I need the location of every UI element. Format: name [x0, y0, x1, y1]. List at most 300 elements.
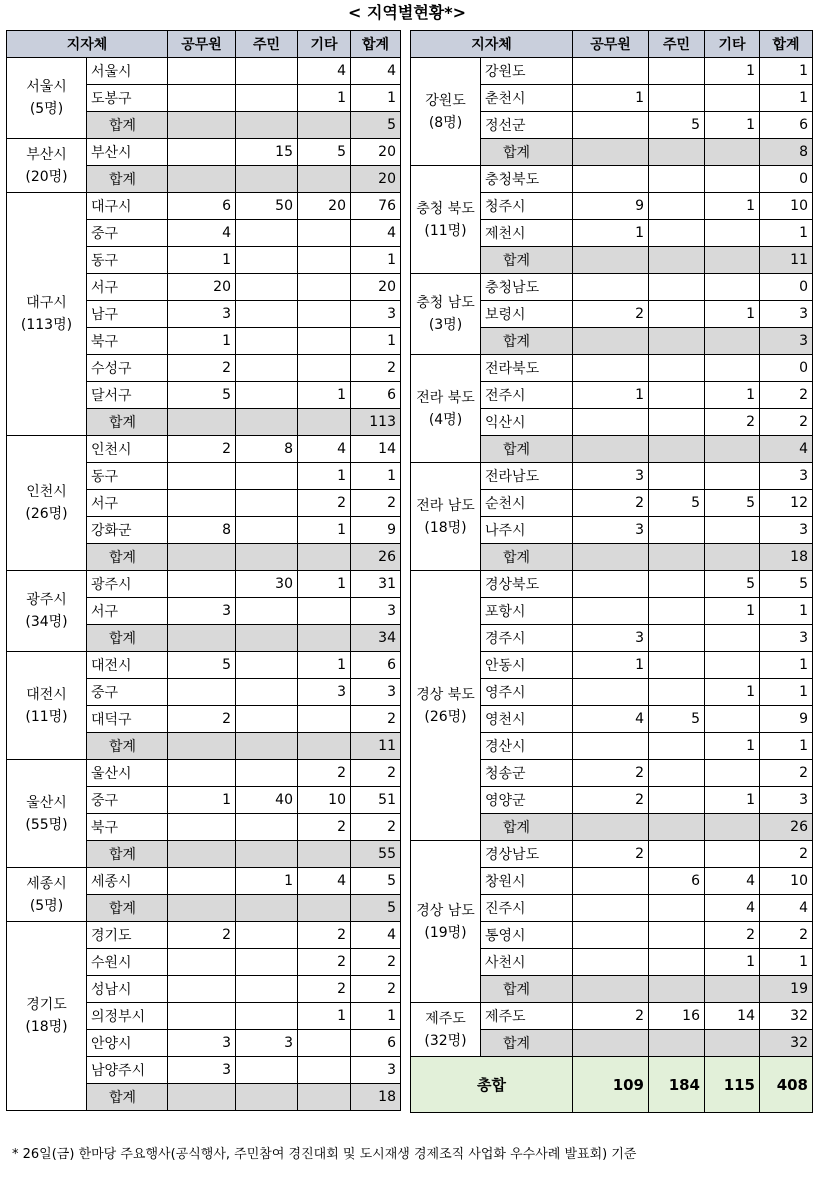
- grand-total-row: [411, 1057, 813, 1113]
- subtotal-official-empty: [573, 328, 649, 355]
- official-count: 2: [573, 841, 649, 868]
- region-group-name: 인천시: [26, 484, 67, 500]
- row-total: 10: [760, 193, 813, 220]
- resident-count: [236, 1057, 298, 1084]
- resident-count: [236, 598, 298, 625]
- resident-count: [649, 58, 705, 85]
- other-count: 5: [705, 490, 760, 517]
- resident-count: [649, 274, 705, 301]
- row-total: 4: [351, 58, 401, 85]
- subtotal-official-empty: [168, 625, 236, 652]
- resident-count: [649, 922, 705, 949]
- other-count: 14: [705, 1003, 760, 1030]
- header-row: [411, 31, 813, 58]
- row-total: 1: [760, 220, 813, 247]
- row-total: 2: [351, 490, 401, 517]
- subtotal-resident-empty: [649, 247, 705, 274]
- subtotal-value: 3: [760, 328, 813, 355]
- resident-count: [649, 733, 705, 760]
- row-total: 3: [760, 301, 813, 328]
- row-total: 9: [351, 517, 401, 544]
- official-count: [168, 949, 236, 976]
- row-total: 4: [351, 220, 401, 247]
- municipality-name: 경상남도: [481, 841, 573, 868]
- municipality-name: 경주시: [481, 625, 573, 652]
- row-total: 1: [351, 328, 401, 355]
- subtotal-value: 26: [351, 544, 401, 571]
- official-count: [573, 166, 649, 193]
- region-group-cell: [411, 571, 481, 841]
- official-count: 3: [573, 463, 649, 490]
- row-total: 20: [351, 139, 401, 166]
- region-group-name: 경상 남도: [416, 902, 475, 919]
- row-total: 1: [760, 85, 813, 112]
- other-count: 1: [298, 571, 351, 598]
- region-group-cell: [411, 355, 481, 463]
- resident-count: [236, 652, 298, 679]
- subtotal-official-empty: [168, 166, 236, 193]
- subtotal-label: 합계: [481, 544, 573, 571]
- right-region-table: [410, 30, 813, 1113]
- official-count: 1: [573, 85, 649, 112]
- municipality-name: 북구: [87, 328, 168, 355]
- region-group-count: (19명): [424, 924, 467, 941]
- subtotal-label: 합계: [87, 625, 168, 652]
- table-row: [7, 868, 401, 895]
- municipality-name: 청송군: [481, 760, 573, 787]
- subtotal-official-empty: [168, 112, 236, 139]
- other-count: 1: [298, 652, 351, 679]
- subtotal-value: 8: [760, 139, 813, 166]
- other-count: 2: [705, 922, 760, 949]
- subtotal-official-empty: [573, 544, 649, 571]
- subtotal-resident-empty: [236, 1084, 298, 1111]
- other-count: 1: [705, 58, 760, 85]
- row-total: 2: [351, 760, 401, 787]
- footnote: * 26일(금) 한마당 주요행사(공식행사, 주민참여 경진대회 및 도시재생 경제조직 사업화 우수사례 발표회) 기준: [12, 1147, 637, 1162]
- other-count: [705, 841, 760, 868]
- table-row: [7, 922, 401, 949]
- row-total: 2: [351, 949, 401, 976]
- region-group-count: (18명): [25, 1019, 68, 1035]
- municipality-name: 중구: [87, 787, 168, 814]
- resident-count: [236, 760, 298, 787]
- subtotal-resident-empty: [649, 139, 705, 166]
- row-total: 3: [351, 598, 401, 625]
- subtotal-official-empty: [168, 1084, 236, 1111]
- resident-count: [236, 301, 298, 328]
- column-header-resident: 주민: [236, 31, 298, 58]
- official-count: [573, 922, 649, 949]
- region-group-count: (26명): [424, 708, 467, 725]
- resident-count: 1: [236, 868, 298, 895]
- region-group-count: (32명): [424, 1032, 467, 1049]
- table-row: [411, 571, 813, 598]
- official-count: 8: [168, 517, 236, 544]
- municipality-name: 동구: [87, 463, 168, 490]
- table-row: [411, 58, 813, 85]
- row-total: 9: [760, 706, 813, 733]
- subtotal-other-empty: [705, 814, 760, 841]
- subtotal-official-empty: [573, 976, 649, 1003]
- subtotal-label: 합계: [87, 544, 168, 571]
- official-count: [573, 949, 649, 976]
- subtotal-label: 합계: [87, 895, 168, 922]
- row-total: 31: [351, 571, 401, 598]
- official-count: [168, 490, 236, 517]
- other-count: 1: [705, 301, 760, 328]
- region-group-name: 경상 북도: [416, 686, 475, 703]
- municipality-name: 영천시: [481, 706, 573, 733]
- municipality-name: 동구: [87, 247, 168, 274]
- subtotal-official-empty: [168, 841, 236, 868]
- row-total: 2: [351, 355, 401, 382]
- subtotal-official-empty: [168, 895, 236, 922]
- other-count: [705, 85, 760, 112]
- column-header-total: 합계: [760, 31, 813, 58]
- subtotal-other-empty: [298, 841, 351, 868]
- resident-count: [649, 463, 705, 490]
- resident-count: [236, 274, 298, 301]
- region-group-count: (55명): [25, 816, 68, 833]
- region-group-count: (34명): [25, 614, 68, 630]
- other-count: 4: [705, 868, 760, 895]
- other-count: [298, 355, 351, 382]
- other-count: 1: [298, 85, 351, 112]
- municipality-name: 춘천시: [481, 85, 573, 112]
- official-count: 2: [573, 787, 649, 814]
- other-count: [705, 355, 760, 382]
- other-count: 2: [298, 490, 351, 517]
- other-count: 2: [298, 976, 351, 1003]
- resident-count: [649, 409, 705, 436]
- resident-count: [236, 706, 298, 733]
- official-count: [168, 976, 236, 1003]
- row-total: 3: [351, 1057, 401, 1084]
- other-count: 1: [705, 733, 760, 760]
- region-group-count: (113명): [20, 317, 73, 333]
- official-count: 2: [168, 922, 236, 949]
- table-row: [7, 571, 401, 598]
- resident-count: [649, 382, 705, 409]
- row-total: 5: [760, 571, 813, 598]
- subtotal-label: 합계: [87, 733, 168, 760]
- municipality-name: 제천시: [481, 220, 573, 247]
- table-row: [411, 841, 813, 868]
- subtotal-other-empty: [298, 895, 351, 922]
- subtotal-label: 합계: [481, 139, 573, 166]
- official-count: 4: [573, 706, 649, 733]
- municipality-name: 전라북도: [481, 355, 573, 382]
- municipality-name: 인천시: [87, 436, 168, 463]
- grand-total-other: 115: [705, 1057, 760, 1113]
- subtotal-official-empty: [573, 436, 649, 463]
- subtotal-value: 20: [351, 166, 401, 193]
- official-count: [168, 1003, 236, 1030]
- municipality-name: 서구: [87, 274, 168, 301]
- resident-count: 15: [236, 139, 298, 166]
- left-region-table: [6, 30, 401, 1111]
- resident-count: [236, 949, 298, 976]
- official-count: 1: [573, 652, 649, 679]
- table-row: [411, 166, 813, 193]
- subtotal-value: 5: [351, 112, 401, 139]
- resident-count: 40: [236, 787, 298, 814]
- municipality-name: 남양주시: [87, 1057, 168, 1084]
- official-count: 9: [573, 193, 649, 220]
- resident-count: [649, 787, 705, 814]
- resident-count: [236, 976, 298, 1003]
- subtotal-value: 18: [351, 1084, 401, 1111]
- subtotal-resident-empty: [236, 112, 298, 139]
- municipality-name: 통영시: [481, 922, 573, 949]
- municipality-name: 세종시: [87, 868, 168, 895]
- subtotal-other-empty: [298, 409, 351, 436]
- row-total: 51: [351, 787, 401, 814]
- resident-count: 6: [649, 868, 705, 895]
- municipality-name: 정선군: [481, 112, 573, 139]
- municipality-name: 영양군: [481, 787, 573, 814]
- subtotal-other-empty: [298, 544, 351, 571]
- municipality-name: 충청남도: [481, 274, 573, 301]
- municipality-name: 안양시: [87, 1030, 168, 1057]
- resident-count: [236, 355, 298, 382]
- subtotal-label: 합계: [481, 436, 573, 463]
- municipality-name: 서울시: [87, 58, 168, 85]
- official-count: [573, 733, 649, 760]
- other-count: [705, 760, 760, 787]
- subtotal-resident-empty: [649, 328, 705, 355]
- header-row: [7, 31, 401, 58]
- other-count: [298, 247, 351, 274]
- other-count: [298, 706, 351, 733]
- municipality-name: 남구: [87, 301, 168, 328]
- official-count: 2: [573, 760, 649, 787]
- region-group-cell: [7, 58, 87, 139]
- region-group-cell: [7, 652, 87, 760]
- column-header-official: 공무원: [573, 31, 649, 58]
- subtotal-label: 합계: [481, 814, 573, 841]
- municipality-name: 대전시: [87, 652, 168, 679]
- municipality-name: 전주시: [481, 382, 573, 409]
- subtotal-label: 합계: [87, 841, 168, 868]
- official-count: [573, 598, 649, 625]
- resident-count: [649, 355, 705, 382]
- region-group-count: (11명): [25, 708, 68, 725]
- subtotal-resident-empty: [236, 544, 298, 571]
- resident-count: [649, 895, 705, 922]
- subtotal-label: 합계: [481, 976, 573, 1003]
- resident-count: [649, 571, 705, 598]
- municipality-name: 서구: [87, 490, 168, 517]
- row-total: 1: [760, 58, 813, 85]
- region-group-name: 대구시: [26, 295, 67, 311]
- region-group-cell: [7, 868, 87, 922]
- subtotal-label: 합계: [87, 409, 168, 436]
- table-row: [7, 58, 401, 85]
- subtotal-other-empty: [298, 166, 351, 193]
- region-group-name: 전라 북도: [416, 389, 475, 406]
- region-group-name: 울산시: [26, 794, 67, 811]
- row-total: 2: [351, 814, 401, 841]
- row-total: 1: [351, 463, 401, 490]
- row-total: 1: [351, 85, 401, 112]
- resident-count: 30: [236, 571, 298, 598]
- subtotal-other-empty: [298, 1084, 351, 1111]
- region-group-count: (3명): [428, 317, 463, 333]
- municipality-name: 경기도: [87, 922, 168, 949]
- region-group-count: (26명): [25, 506, 68, 522]
- official-count: [573, 112, 649, 139]
- municipality-name: 대덕구: [87, 706, 168, 733]
- resident-count: [236, 517, 298, 544]
- official-count: 4: [168, 220, 236, 247]
- official-count: [168, 760, 236, 787]
- subtotal-other-empty: [705, 544, 760, 571]
- municipality-name: 안동시: [481, 652, 573, 679]
- official-count: [573, 895, 649, 922]
- row-total: 10: [760, 868, 813, 895]
- official-count: 3: [168, 301, 236, 328]
- region-group-cell: [7, 922, 87, 1111]
- region-group-cell: [7, 760, 87, 868]
- resident-count: [649, 220, 705, 247]
- table-row: [7, 436, 401, 463]
- resident-count: 5: [649, 112, 705, 139]
- other-count: [705, 706, 760, 733]
- region-group-name: 부산시: [26, 146, 67, 163]
- other-count: [298, 220, 351, 247]
- other-count: [705, 274, 760, 301]
- row-total: 3: [760, 787, 813, 814]
- row-total: 14: [351, 436, 401, 463]
- resident-count: [236, 814, 298, 841]
- column-header-region: 지자체: [7, 31, 168, 58]
- other-count: 1: [298, 382, 351, 409]
- other-count: 2: [705, 409, 760, 436]
- subtotal-resident-empty: [649, 544, 705, 571]
- other-count: 4: [298, 436, 351, 463]
- other-count: 1: [298, 517, 351, 544]
- official-count: 2: [168, 436, 236, 463]
- municipality-name: 제주도: [481, 1003, 573, 1030]
- official-count: 3: [168, 1030, 236, 1057]
- official-count: 1: [168, 247, 236, 274]
- official-count: 3: [573, 517, 649, 544]
- official-count: [168, 868, 236, 895]
- subtotal-label: 합계: [481, 1030, 573, 1057]
- region-group-name: 제주도: [425, 1010, 466, 1027]
- subtotal-resident-empty: [649, 1030, 705, 1057]
- row-total: 76: [351, 193, 401, 220]
- subtotal-label: 합계: [87, 112, 168, 139]
- row-total: 0: [760, 274, 813, 301]
- row-total: 4: [760, 895, 813, 922]
- column-header-other: 기타: [705, 31, 760, 58]
- official-count: 2: [573, 490, 649, 517]
- municipality-name: 의정부시: [87, 1003, 168, 1030]
- other-count: 4: [298, 58, 351, 85]
- municipality-name: 경상북도: [481, 571, 573, 598]
- municipality-name: 진주시: [481, 895, 573, 922]
- official-count: 2: [573, 1003, 649, 1030]
- region-group-cell: [411, 166, 481, 274]
- subtotal-value: 11: [760, 247, 813, 274]
- resident-count: [649, 949, 705, 976]
- subtotal-resident-empty: [236, 625, 298, 652]
- other-count: 1: [705, 112, 760, 139]
- resident-count: [649, 166, 705, 193]
- resident-count: [236, 490, 298, 517]
- row-total: 4: [351, 922, 401, 949]
- other-count: 2: [298, 949, 351, 976]
- region-group-cell: [411, 58, 481, 166]
- resident-count: 3: [236, 1030, 298, 1057]
- official-count: [168, 139, 236, 166]
- subtotal-resident-empty: [649, 436, 705, 463]
- resident-count: [236, 328, 298, 355]
- row-total: 2: [760, 922, 813, 949]
- grand-total-official: 109: [573, 1057, 649, 1113]
- municipality-name: 달서구: [87, 382, 168, 409]
- official-count: 2: [168, 706, 236, 733]
- subtotal-value: 55: [351, 841, 401, 868]
- resident-count: 8: [236, 436, 298, 463]
- region-group-count: (11명): [424, 222, 467, 239]
- subtotal-official-empty: [573, 139, 649, 166]
- region-group-cell: [411, 1003, 481, 1057]
- region-group-name: 전라 남도: [416, 497, 475, 514]
- official-count: [168, 85, 236, 112]
- official-count: 1: [573, 220, 649, 247]
- municipality-name: 도봉구: [87, 85, 168, 112]
- resident-count: [236, 1003, 298, 1030]
- other-count: 2: [298, 814, 351, 841]
- other-count: 20: [298, 193, 351, 220]
- official-count: 1: [168, 787, 236, 814]
- municipality-name: 포항시: [481, 598, 573, 625]
- subtotal-other-empty: [705, 328, 760, 355]
- row-total: 2: [760, 760, 813, 787]
- table-row: [411, 274, 813, 301]
- subtotal-other-empty: [298, 112, 351, 139]
- other-count: [705, 625, 760, 652]
- municipality-name: 부산시: [87, 139, 168, 166]
- subtotal-label: 합계: [87, 166, 168, 193]
- other-count: 3: [298, 679, 351, 706]
- column-header-resident: 주민: [649, 31, 705, 58]
- subtotal-value: 34: [351, 625, 401, 652]
- official-count: [573, 58, 649, 85]
- resident-count: [649, 85, 705, 112]
- municipality-name: 사천시: [481, 949, 573, 976]
- resident-count: [236, 58, 298, 85]
- official-count: 3: [168, 598, 236, 625]
- municipality-name: 충청북도: [481, 166, 573, 193]
- official-count: 6: [168, 193, 236, 220]
- region-group-cell: [411, 841, 481, 1003]
- row-total: 1: [351, 247, 401, 274]
- resident-count: [649, 841, 705, 868]
- row-total: 2: [760, 382, 813, 409]
- region-group-name: 강원도: [425, 92, 466, 109]
- table-row: [7, 139, 401, 166]
- row-total: 0: [760, 166, 813, 193]
- municipality-name: 수성구: [87, 355, 168, 382]
- row-total: 2: [760, 841, 813, 868]
- subtotal-value: 19: [760, 976, 813, 1003]
- municipality-name: 광주시: [87, 571, 168, 598]
